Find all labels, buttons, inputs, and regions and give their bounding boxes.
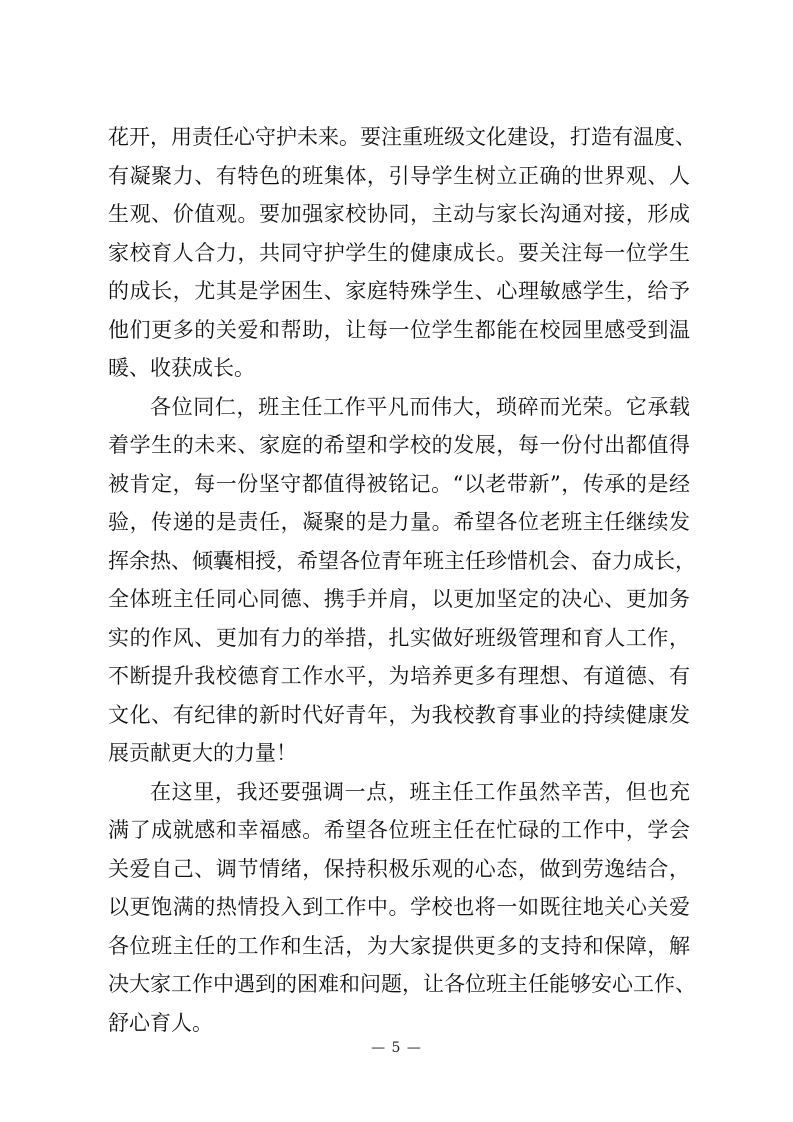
text-line: 满了成就感和幸福感。希望各位班主任在忙碌的工作中，学会 bbox=[108, 818, 690, 842]
page-number: — 5 — bbox=[371, 1040, 422, 1056]
text-line: 展贡献更大的力量！ bbox=[108, 741, 297, 765]
text-line: 有凝聚力、有特色的班集体，引导学生树立正确的世界观、人 bbox=[108, 163, 690, 188]
text-line: 验，传递的是责任，凝聚的是力量。希望各位老班主任继续发 bbox=[108, 510, 690, 534]
text-line: 的成长，尤其是学困生、家庭特殊学生、心理敏感学生，给予 bbox=[108, 279, 690, 303]
text-line: 不断提升我校德育工作水平，为培养更多有理想、有道德、有 bbox=[108, 664, 690, 688]
text-line: 他们更多的关爱和帮助，让每一位学生都能在校园里感受到温 bbox=[108, 317, 690, 342]
text-line: 花开，用责任心守护未来。要注重班级文化建设，打造有温度、 bbox=[108, 125, 696, 149]
text-line: 挥余热、倾囊相授，希望各位青年班主任珍惜机会、奋力成长， bbox=[108, 548, 696, 573]
text-line: 各位同仁，班主任工作平凡而伟大，琐碎而光荣。它承载 bbox=[150, 394, 690, 419]
body-text bbox=[108, 118, 696, 1042]
text-line: 暖、收获成长。 bbox=[108, 356, 255, 380]
text-line: 舒心育人。 bbox=[108, 1010, 213, 1035]
text-line: 各位班主任的工作和生活，为大家提供更多的支持和保障，解 bbox=[108, 933, 690, 958]
text-line: 生观、价值观。要加强家校协同，主动与家长沟通对接，形成 bbox=[108, 202, 690, 226]
text-line: 关爱自己、调节情绪，保持积极乐观的心态，做到劳逸结合， bbox=[108, 856, 690, 881]
text-line: 在这里，我还要强调一点，班主任工作虽然辛苦，但也充 bbox=[150, 779, 690, 804]
text-line: 以更饱满的热情投入到工作中。学校也将一如既往地关心关爱 bbox=[108, 895, 690, 919]
text-line: 被肯定，每一份坚守都值得被铭记。“以老带新”，传承的是经 bbox=[108, 471, 690, 496]
text-line: 着学生的未来、家庭的希望和学校的发展，每一份付出都值得 bbox=[108, 433, 690, 457]
text-line: 决大家工作中遇到的困难和问题，让各位班主任能够安心工作、 bbox=[108, 972, 696, 996]
text-line: 家校育人合力，共同守护学生的健康成长。要关注每一位学生 bbox=[108, 240, 690, 265]
text-line: 文化、有纪律的新时代好青年，为我校教育事业的持续健康发 bbox=[108, 702, 690, 727]
text-line: 全体班主任同心同德、携手并肩，以更加坚定的决心、更加务 bbox=[108, 587, 690, 611]
text-line: 实的作风、更加有力的举措，扎实做好班级管理和育人工作， bbox=[108, 625, 690, 650]
